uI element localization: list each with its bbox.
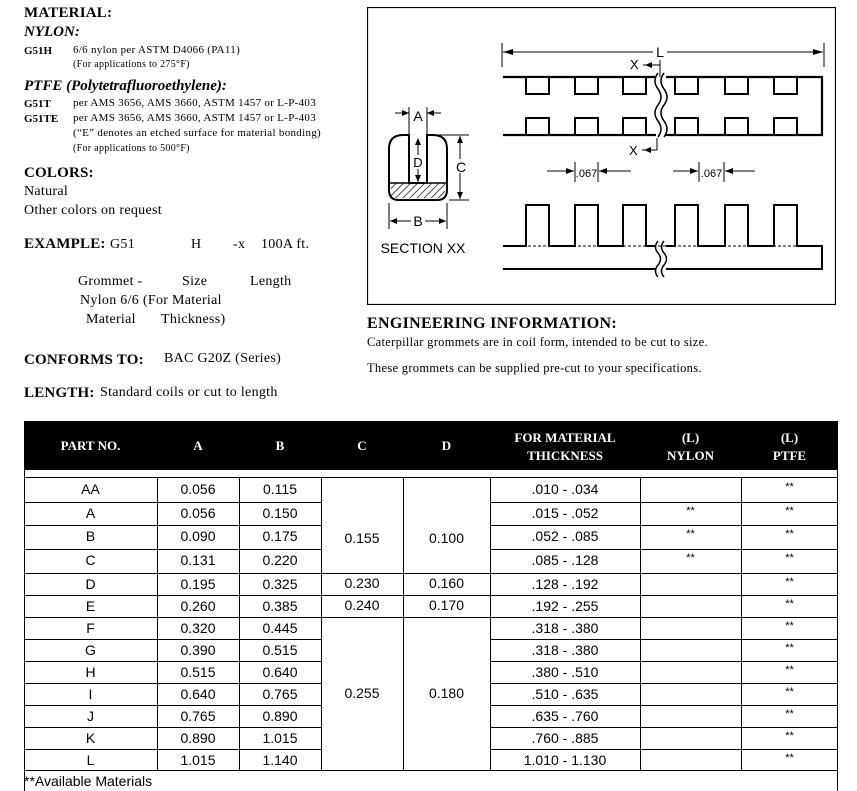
ptfe-desc-g51te: per AMS 3656, AMS 3660, ASTM 1457 or L-P-403 xyxy=(73,112,316,124)
label-d: D xyxy=(413,155,423,170)
length-value: Standard coils or cut to length xyxy=(100,385,278,400)
example-part-sep: -x xyxy=(233,237,246,252)
cell-thick: .510 - .635 xyxy=(531,686,599,702)
cell-part: A xyxy=(85,505,96,521)
cell-b: 0.325 xyxy=(262,576,298,592)
cell-nylon xyxy=(640,478,741,500)
cell-ptfe: ** xyxy=(785,505,794,517)
example-label-material: Material xyxy=(86,312,136,327)
cell-a: 0.320 xyxy=(180,620,216,636)
cell-part: L xyxy=(86,752,95,768)
cell-ptfe: ** xyxy=(785,528,794,540)
header-nylon-2: NYLON xyxy=(667,448,714,463)
nylon-note: (For applications to 275°F) xyxy=(73,59,190,70)
ptfe-heading: PTFE (Polytetrafluoroethylene): xyxy=(24,78,227,94)
cell-a: 0.131 xyxy=(180,552,216,568)
cell-c-group3: 0.240 xyxy=(344,597,380,613)
example-part-base: G51 xyxy=(110,237,136,252)
cell-nylon: ** xyxy=(686,505,695,517)
cell-ptfe: ** xyxy=(785,576,794,588)
cell-d-group1: 0.100 xyxy=(428,530,465,546)
cell-b: 1.015 xyxy=(262,730,298,746)
cell-nylon xyxy=(640,705,741,727)
label-a: A xyxy=(413,108,423,124)
cell-b: 0.385 xyxy=(262,598,298,614)
example-label-nylon: Nylon 6/6 (For Material xyxy=(80,293,222,308)
cell-a: 0.260 xyxy=(180,598,216,614)
cell-ptfe: ** xyxy=(785,481,794,493)
colors-other: Other colors on request xyxy=(24,203,162,218)
cell-nylon xyxy=(640,661,741,683)
label-x-bottom: X xyxy=(629,143,638,158)
engineering-line1: Caterpillar grommets are in coil form, intended to be cut to size. xyxy=(367,335,708,349)
cell-nylon xyxy=(640,595,741,617)
example-label-thickness: Thickness) xyxy=(161,312,226,327)
cell-part: C xyxy=(85,552,96,568)
colors-natural: Natural xyxy=(24,184,69,199)
cell-thick: .318 - .380 xyxy=(531,620,599,636)
length-heading: LENGTH: xyxy=(24,385,95,401)
cell-part: J xyxy=(87,708,94,724)
header-b: B xyxy=(275,438,285,453)
cell-thick: .015 - .052 xyxy=(531,505,599,521)
ptfe-note-etched: (“E” denotes an etched surface for material bonding) xyxy=(73,127,322,139)
cell-b: 1.140 xyxy=(262,752,298,768)
nylon-code: G51H xyxy=(24,45,53,57)
header-a: A xyxy=(193,438,203,453)
label-x-top: X xyxy=(630,57,639,72)
cell-a: 0.090 xyxy=(180,528,216,544)
cell-b: 0.640 xyxy=(262,664,298,680)
table-header xyxy=(24,421,838,470)
cell-a: 0.515 xyxy=(180,664,216,680)
cell-c-group1: 0.155 xyxy=(344,530,380,546)
label-l: L xyxy=(656,44,664,60)
ptfe-desc-g51t: per AMS 3656, AMS 3660, ASTM 1457 or L-P-403 xyxy=(73,97,316,109)
cell-ptfe: ** xyxy=(785,552,794,564)
cell-part: F xyxy=(86,620,95,636)
header-c: C xyxy=(357,438,367,453)
cell-nylon xyxy=(640,573,741,595)
cell-a: 0.195 xyxy=(180,576,216,592)
label-b: B xyxy=(413,213,423,229)
cell-a: 1.015 xyxy=(180,752,216,768)
cell-part: H xyxy=(85,664,96,680)
conforms-value: BAC G20Z (Series) xyxy=(164,351,282,366)
nylon-desc: 6/6 nylon per ASTM D4066 (PA11) xyxy=(73,44,241,56)
cell-b: 0.220 xyxy=(262,552,298,568)
cell-a: 0.056 xyxy=(180,481,216,497)
cell-b: 0.515 xyxy=(262,642,298,658)
cell-b: 0.175 xyxy=(262,528,298,544)
header-thickness-1: FOR MATERIAL xyxy=(514,430,616,445)
cell-a: 0.890 xyxy=(180,730,216,746)
cell-ptfe: ** xyxy=(785,620,794,632)
example-heading: EXAMPLE: xyxy=(24,236,106,252)
cell-ptfe: ** xyxy=(785,730,794,742)
cell-thick: .192 - .255 xyxy=(531,598,599,614)
header-d: D xyxy=(441,438,452,453)
grommet-diagram xyxy=(367,7,836,305)
cell-thick: .085 - .128 xyxy=(531,552,599,568)
cell-part: G xyxy=(85,642,96,658)
cell-ptfe: ** xyxy=(785,708,794,720)
dim-067-left-label: .067 xyxy=(575,168,598,180)
cell-b: 0.890 xyxy=(262,708,298,724)
example-label-size: Size xyxy=(182,274,208,289)
cell-nylon xyxy=(640,727,741,749)
cell-part: K xyxy=(85,730,96,746)
engineering-heading: ENGINEERING INFORMATION: xyxy=(367,315,618,332)
cell-a: 0.390 xyxy=(180,642,216,658)
cell-thick: 1.010 - 1.130 xyxy=(523,752,607,768)
cell-nylon: ** xyxy=(686,552,695,564)
dim-067-right-label: .067 xyxy=(700,168,723,180)
cell-nylon xyxy=(640,639,741,661)
cell-ptfe: ** xyxy=(785,752,794,764)
cell-thick: .010 - .034 xyxy=(531,481,599,497)
material-heading: MATERIAL: xyxy=(24,5,113,21)
cell-a: 0.765 xyxy=(180,708,216,724)
example-part-length: 100A ft. xyxy=(261,237,310,252)
ptfe-code-g51t: G51T xyxy=(24,98,51,110)
header-ptfe-1: (L) xyxy=(780,430,799,445)
cell-a: 0.056 xyxy=(180,505,216,521)
cell-c-group2: 0.230 xyxy=(344,575,380,591)
cell-part: E xyxy=(85,598,96,614)
cell-part: I xyxy=(88,686,93,702)
table-footnote: **Available Materials xyxy=(24,773,153,789)
label-c: C xyxy=(456,159,467,175)
cell-thick: .760 - .885 xyxy=(531,730,599,746)
example-part-size: H xyxy=(191,237,202,252)
cell-thick: .128 - .192 xyxy=(531,576,599,592)
cell-b: 0.765 xyxy=(262,686,298,702)
cell-b: 0.150 xyxy=(262,505,298,521)
conforms-heading: CONFORMS TO: xyxy=(24,352,144,368)
cell-nylon: ** xyxy=(686,528,695,540)
header-part: PART NO. xyxy=(60,438,121,453)
ptfe-code-g51te: G51TE xyxy=(24,113,59,125)
cell-nylon xyxy=(640,617,741,639)
engineering-line2: These grommets can be supplied pre-cut to your specifications. xyxy=(367,361,702,375)
header-nylon-1: (L) xyxy=(681,430,700,445)
example-label-length: Length xyxy=(250,274,292,289)
example-label-grommet: Grommet - xyxy=(78,274,143,289)
header-thickness-2: THICKNESS xyxy=(527,448,603,463)
cell-b: 0.445 xyxy=(262,620,298,636)
cell-part: B xyxy=(85,528,96,544)
cell-nylon xyxy=(640,683,741,705)
colors-heading: COLORS: xyxy=(24,165,94,181)
cell-ptfe: ** xyxy=(785,642,794,654)
cell-ptfe: ** xyxy=(785,664,794,676)
cell-d-group3: 0.170 xyxy=(428,597,465,613)
cell-thick: .380 - .510 xyxy=(531,664,599,680)
cell-thick: .635 - .760 xyxy=(531,708,599,724)
header-ptfe-2: PTFE xyxy=(772,448,807,463)
cell-c-group4: 0.255 xyxy=(344,685,380,701)
cell-ptfe: ** xyxy=(785,686,794,698)
cell-thick: .052 - .085 xyxy=(531,528,599,544)
parts-table xyxy=(24,421,838,791)
cell-part: D xyxy=(85,576,96,592)
cell-b: 0.115 xyxy=(263,481,297,497)
cell-ptfe: ** xyxy=(785,598,794,610)
cell-d-group2: 0.160 xyxy=(428,575,465,591)
cell-part: AA xyxy=(81,481,100,497)
cell-thick: .318 - .380 xyxy=(531,642,599,658)
ptfe-note-temp: (For applications to 500°F) xyxy=(73,143,190,154)
cell-nylon xyxy=(640,749,741,771)
nylon-heading: NYLON: xyxy=(24,24,80,40)
cell-d-group4: 0.180 xyxy=(428,685,465,701)
cell-a: 0.640 xyxy=(180,686,216,702)
section-label: SECTION XX xyxy=(380,240,466,256)
